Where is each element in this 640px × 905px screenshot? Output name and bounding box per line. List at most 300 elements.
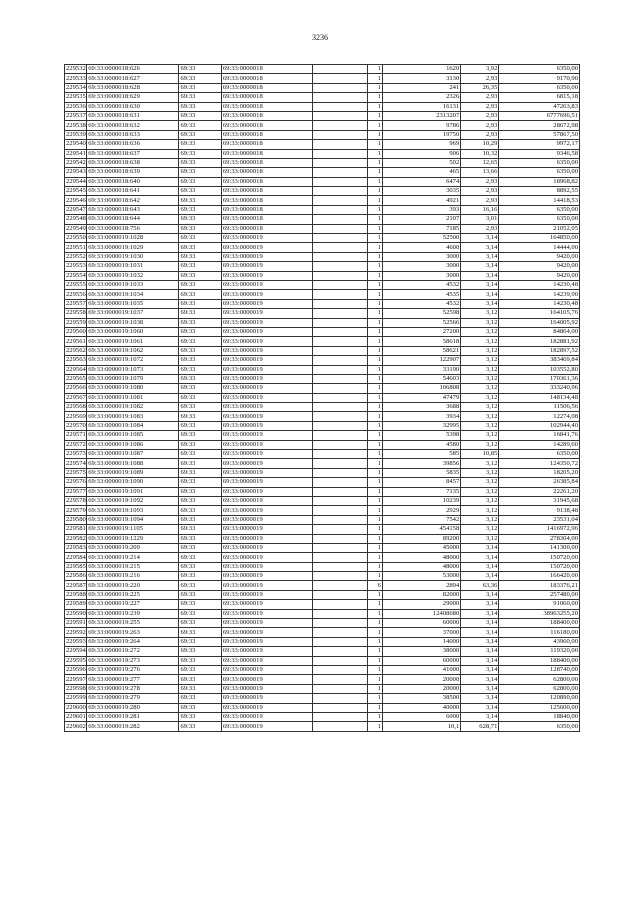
table-row bbox=[65, 496, 580, 505]
value-cell: 278304,00 bbox=[499, 534, 580, 543]
region-code-cell: 69:33 bbox=[179, 534, 221, 543]
cadastral-number-cell: 69:33:0000019:1080 bbox=[87, 384, 179, 393]
table-row bbox=[65, 271, 580, 280]
value-cell: 6815,18 bbox=[499, 93, 580, 102]
cadastral-number-cell: 69:33:0000019:1030 bbox=[87, 252, 179, 261]
blank-cell bbox=[312, 290, 367, 299]
cadastral-block-cell: 69:33:0000019 bbox=[221, 666, 312, 675]
row-number-cell: 229552 bbox=[66, 253, 86, 260]
region-code-cell: 69:33 bbox=[179, 600, 221, 609]
blank-cell bbox=[312, 506, 367, 515]
rate-cell: 3,14 bbox=[461, 252, 499, 261]
rate-cell: 3,14 bbox=[461, 600, 499, 609]
cadastral-block-cell: 69:33:0000019 bbox=[221, 450, 312, 459]
row-number-cell: 229533 bbox=[66, 74, 86, 82]
count-cell: 1 bbox=[368, 525, 383, 534]
row-number-cell: 229580 bbox=[66, 515, 86, 523]
value-cell: 119320,00 bbox=[499, 647, 580, 656]
count-cell: 1 bbox=[368, 384, 383, 393]
table-row bbox=[65, 149, 580, 158]
table-row bbox=[65, 309, 580, 318]
region-code-cell: 69:33 bbox=[179, 459, 221, 468]
row-number-cell: 229535 bbox=[66, 93, 86, 101]
area-cell: 3688 bbox=[382, 403, 460, 412]
region-code-cell: 69:33 bbox=[179, 450, 221, 459]
row-number-cell: 229592 bbox=[66, 628, 86, 636]
row-number-cell: 229572 bbox=[66, 440, 86, 448]
cadastral-number-cell: 69:33:0000019:1032 bbox=[87, 271, 179, 280]
cadastral-number-cell: 69:33:0000019:1090 bbox=[87, 478, 179, 487]
row-number-cell: 229546 bbox=[66, 196, 86, 204]
area-cell: 14000 bbox=[382, 637, 460, 646]
region-code-cell: 69:33 bbox=[179, 365, 221, 374]
row-number-cell: 229555 bbox=[66, 281, 86, 289]
value-cell: 11506,56 bbox=[499, 403, 580, 412]
value-cell: 18840,00 bbox=[499, 712, 580, 721]
cadastral-block-cell: 69:33:0000018 bbox=[221, 93, 312, 102]
cadastral-block-cell: 69:33:0000019 bbox=[221, 619, 312, 628]
cadastral-number-cell: 69:33:0000019:220 bbox=[87, 581, 179, 590]
row-number-cell: 229587 bbox=[66, 581, 86, 589]
row-number-cell: 229564 bbox=[66, 365, 86, 373]
cadastral-block-cell: 69:33:0000019 bbox=[221, 487, 312, 496]
row-number-cell: 229565 bbox=[66, 375, 86, 383]
rate-cell: 3,12 bbox=[461, 468, 499, 477]
count-cell: 1 bbox=[368, 487, 383, 496]
count-cell: 1 bbox=[368, 703, 383, 712]
table-row bbox=[65, 102, 580, 111]
value-cell: 14239,90 bbox=[499, 290, 580, 299]
rate-cell: 3,14 bbox=[461, 628, 499, 637]
cadastral-block-cell: 69:33:0000018 bbox=[221, 196, 312, 205]
blank-cell bbox=[312, 534, 367, 543]
blank-cell bbox=[312, 102, 367, 111]
region-code-cell: 69:33 bbox=[179, 130, 221, 139]
area-cell: 89200 bbox=[382, 534, 460, 543]
blank-cell bbox=[312, 412, 367, 421]
cadastral-number-cell: 69:33:0000019:1028 bbox=[87, 234, 179, 243]
cadastral-number-cell: 69:33:0000019:225 bbox=[87, 590, 179, 599]
value-cell: 1416972,96 bbox=[499, 525, 580, 534]
table-row bbox=[65, 590, 580, 599]
area-cell: 29000 bbox=[382, 600, 460, 609]
row-number-cell: 229545 bbox=[66, 187, 86, 195]
count-cell: 1 bbox=[368, 440, 383, 449]
rate-cell: 3,12 bbox=[461, 337, 499, 346]
value-cell: 182897,52 bbox=[499, 346, 580, 355]
rate-cell: 3,12 bbox=[461, 356, 499, 365]
page-number: 3236 bbox=[312, 33, 328, 42]
blank-cell bbox=[312, 243, 367, 252]
region-code-cell: 69:33 bbox=[179, 158, 221, 167]
rate-cell: 3,14 bbox=[461, 543, 499, 552]
table-row bbox=[65, 356, 580, 365]
blank-cell bbox=[312, 121, 367, 130]
count-cell: 1 bbox=[368, 393, 383, 402]
region-code-cell: 69:33 bbox=[179, 111, 221, 120]
blank-cell bbox=[312, 553, 367, 562]
rate-cell: 2,93 bbox=[461, 187, 499, 196]
count-cell: 1 bbox=[368, 318, 383, 327]
count-cell: 1 bbox=[368, 158, 383, 167]
area-cell: 10239 bbox=[382, 496, 460, 505]
blank-cell bbox=[312, 628, 367, 637]
area-cell: 2313207 bbox=[382, 111, 460, 120]
value-cell: 9420,00 bbox=[499, 271, 580, 280]
area-cell: 82000 bbox=[382, 590, 460, 599]
row-number-cell: 229536 bbox=[66, 102, 86, 110]
region-code-cell: 69:33 bbox=[179, 271, 221, 280]
count-cell: 1 bbox=[368, 102, 383, 111]
value-cell: 14230,48 bbox=[499, 280, 580, 289]
blank-cell bbox=[312, 515, 367, 524]
table-row bbox=[65, 384, 580, 393]
area-cell: 122907 bbox=[382, 356, 460, 365]
value-cell: 18968,82 bbox=[499, 177, 580, 186]
region-code-cell: 69:33 bbox=[179, 675, 221, 684]
blank-cell bbox=[312, 675, 367, 684]
cadastral-block-cell: 69:33:0000019 bbox=[221, 309, 312, 318]
rate-cell: 3,12 bbox=[461, 525, 499, 534]
count-cell: 1 bbox=[368, 403, 383, 412]
cadastral-block-cell: 69:33:0000019 bbox=[221, 506, 312, 515]
table-row bbox=[65, 374, 580, 383]
blank-cell bbox=[312, 656, 367, 665]
cadastral-block-cell: 69:33:0000019 bbox=[221, 684, 312, 693]
blank-cell bbox=[312, 130, 367, 139]
cadastral-block-cell: 69:33:0000018 bbox=[221, 187, 312, 196]
table-row bbox=[65, 637, 580, 646]
rate-cell: 2,93 bbox=[461, 102, 499, 111]
region-code-cell: 69:33 bbox=[179, 703, 221, 712]
row-number-cell: 229534 bbox=[66, 83, 86, 91]
area-cell: 20000 bbox=[382, 675, 460, 684]
count-cell: 1 bbox=[368, 290, 383, 299]
table-row bbox=[65, 440, 580, 449]
cadastral-block-cell: 69:33:0000019 bbox=[221, 534, 312, 543]
value-cell: 6350,00 bbox=[499, 83, 580, 92]
count-cell: 1 bbox=[368, 196, 383, 205]
region-code-cell: 69:33 bbox=[179, 619, 221, 628]
cadastral-number-cell: 69:33:0000019:227 bbox=[87, 600, 179, 609]
cadastral-number-cell: 69:33:0000019:1037 bbox=[87, 309, 179, 318]
blank-cell bbox=[312, 468, 367, 477]
cadastral-block-cell: 69:33:0000019 bbox=[221, 403, 312, 412]
count-cell: 1 bbox=[368, 205, 383, 214]
rate-cell: 3,14 bbox=[461, 590, 499, 599]
blank-cell bbox=[312, 346, 367, 355]
table-row bbox=[65, 346, 580, 355]
cadastral-registry-table bbox=[64, 64, 580, 732]
area-cell: 465 bbox=[382, 168, 460, 177]
count-cell: 1 bbox=[368, 168, 383, 177]
cadastral-number-cell: 69:33:0000019:278 bbox=[87, 684, 179, 693]
area-cell: 58621 bbox=[382, 346, 460, 355]
value-cell: 6350,00 bbox=[499, 722, 580, 731]
area-cell: 52598 bbox=[382, 309, 460, 318]
region-code-cell: 69:33 bbox=[179, 215, 221, 224]
blank-cell bbox=[312, 421, 367, 430]
region-code-cell: 69:33 bbox=[179, 712, 221, 721]
table-row bbox=[65, 628, 580, 637]
cadastral-block-cell: 69:33:0000019 bbox=[221, 440, 312, 449]
cadastral-number-cell: 69:33:0000018:626 bbox=[87, 65, 179, 74]
count-cell: 1 bbox=[368, 694, 383, 703]
row-number-cell: 229594 bbox=[66, 647, 86, 655]
region-code-cell: 69:33 bbox=[179, 327, 221, 336]
count-cell: 1 bbox=[368, 656, 383, 665]
region-code-cell: 69:33 bbox=[179, 506, 221, 515]
row-number-cell: 229543 bbox=[66, 168, 86, 176]
region-code-cell: 69:33 bbox=[179, 468, 221, 477]
value-cell: 103552,80 bbox=[499, 365, 580, 374]
table-row bbox=[65, 403, 580, 412]
cadastral-block-cell: 69:33:0000019 bbox=[221, 515, 312, 524]
blank-cell bbox=[312, 525, 367, 534]
rate-cell: 10,29 bbox=[461, 140, 499, 149]
count-cell: 1 bbox=[368, 309, 383, 318]
row-number-cell: 229593 bbox=[66, 638, 86, 646]
rate-cell: 3,14 bbox=[461, 609, 499, 618]
row-number-cell: 229590 bbox=[66, 609, 86, 617]
value-cell: 383469,84 bbox=[499, 356, 580, 365]
region-code-cell: 69:33 bbox=[179, 525, 221, 534]
count-cell: 1 bbox=[368, 543, 383, 552]
cadastral-number-cell: 69:33:0000018:642 bbox=[87, 196, 179, 205]
table-row bbox=[65, 93, 580, 102]
cadastral-number-cell: 69:33:0000019:280 bbox=[87, 703, 179, 712]
region-code-cell: 69:33 bbox=[179, 299, 221, 308]
region-code-cell: 69:33 bbox=[179, 168, 221, 177]
count-cell: 1 bbox=[368, 562, 383, 571]
blank-cell bbox=[312, 393, 367, 402]
row-number-cell: 229585 bbox=[66, 562, 86, 570]
count-cell: 1 bbox=[368, 93, 383, 102]
region-code-cell: 69:33 bbox=[179, 309, 221, 318]
region-code-cell: 69:33 bbox=[179, 694, 221, 703]
value-cell: 6350,00 bbox=[499, 450, 580, 459]
table-row bbox=[65, 412, 580, 421]
count-cell: 1 bbox=[368, 111, 383, 120]
count-cell: 1 bbox=[368, 327, 383, 336]
rate-cell: 628,71 bbox=[461, 722, 499, 731]
cadastral-number-cell: 69:33:0000019:1031 bbox=[87, 262, 179, 271]
area-cell: 2326 bbox=[382, 93, 460, 102]
cadastral-number-cell: 69:33:0000019:281 bbox=[87, 712, 179, 721]
region-code-cell: 69:33 bbox=[179, 684, 221, 693]
rate-cell: 2,93 bbox=[461, 130, 499, 139]
rate-cell: 3,12 bbox=[461, 403, 499, 412]
table-row bbox=[65, 722, 580, 731]
count-cell: 1 bbox=[368, 280, 383, 289]
cadastral-block-cell: 69:33:0000019 bbox=[221, 243, 312, 252]
blank-cell bbox=[312, 337, 367, 346]
row-number-cell: 229596 bbox=[66, 666, 86, 674]
table-row bbox=[65, 224, 580, 233]
rate-cell: 3,12 bbox=[461, 412, 499, 421]
blank-cell bbox=[312, 496, 367, 505]
row-number-cell: 229575 bbox=[66, 468, 86, 476]
cadastral-block-cell: 69:33:0000019 bbox=[221, 675, 312, 684]
row-number-cell: 229551 bbox=[66, 243, 86, 251]
area-cell: 6000 bbox=[382, 712, 460, 721]
count-cell: 1 bbox=[368, 675, 383, 684]
region-code-cell: 69:33 bbox=[179, 177, 221, 186]
value-cell: 9170,90 bbox=[499, 74, 580, 83]
region-code-cell: 69:33 bbox=[179, 74, 221, 83]
blank-cell bbox=[312, 196, 367, 205]
value-cell: 16841,76 bbox=[499, 431, 580, 440]
count-cell: 1 bbox=[368, 346, 383, 355]
count-cell: 1 bbox=[368, 121, 383, 130]
blank-cell bbox=[312, 637, 367, 646]
cadastral-block-cell: 69:33:0000019 bbox=[221, 412, 312, 421]
area-cell: 19750 bbox=[382, 130, 460, 139]
cadastral-block-cell: 69:33:0000019 bbox=[221, 572, 312, 581]
table-row bbox=[65, 525, 580, 534]
cadastral-block-cell: 69:33:0000018 bbox=[221, 140, 312, 149]
table-row bbox=[65, 252, 580, 261]
table-row bbox=[65, 299, 580, 308]
blank-cell bbox=[312, 215, 367, 224]
region-code-cell: 69:33 bbox=[179, 609, 221, 618]
value-cell: 14444,00 bbox=[499, 243, 580, 252]
value-cell: 116180,00 bbox=[499, 628, 580, 637]
rate-cell: 3,12 bbox=[461, 309, 499, 318]
region-code-cell: 69:33 bbox=[179, 562, 221, 571]
area-cell: 52500 bbox=[382, 234, 460, 243]
cadastral-number-cell: 69:33:0000018:636 bbox=[87, 140, 179, 149]
table-row bbox=[65, 177, 580, 186]
rate-cell: 2,93 bbox=[461, 196, 499, 205]
cadastral-number-cell: 69:33:0000019:1229 bbox=[87, 534, 179, 543]
value-cell: 183376,21 bbox=[499, 581, 580, 590]
area-cell: 37000 bbox=[382, 628, 460, 637]
count-cell: 1 bbox=[368, 553, 383, 562]
region-code-cell: 69:33 bbox=[179, 290, 221, 299]
row-number-cell: 229537 bbox=[66, 112, 86, 120]
region-code-cell: 69:33 bbox=[179, 149, 221, 158]
table-row bbox=[65, 600, 580, 609]
area-cell: 54603 bbox=[382, 374, 460, 383]
count-cell: 1 bbox=[368, 356, 383, 365]
row-number-cell: 229579 bbox=[66, 506, 86, 514]
table-row bbox=[65, 487, 580, 496]
row-number-cell: 229538 bbox=[66, 121, 86, 129]
value-cell: 57867,50 bbox=[499, 130, 580, 139]
cadastral-number-cell: 69:33:0000019:1062 bbox=[87, 346, 179, 355]
region-code-cell: 69:33 bbox=[179, 478, 221, 487]
value-cell: 102944,40 bbox=[499, 421, 580, 430]
region-code-cell: 69:33 bbox=[179, 83, 221, 92]
table-row bbox=[65, 327, 580, 336]
area-cell: 4532 bbox=[382, 299, 460, 308]
row-number-cell: 229602 bbox=[66, 722, 86, 730]
rate-cell: 3,12 bbox=[461, 515, 499, 524]
table-row bbox=[65, 262, 580, 271]
row-number-cell: 229542 bbox=[66, 159, 86, 167]
cadastral-number-cell: 69:33:0000019:1086 bbox=[87, 440, 179, 449]
row-number-cell: 229574 bbox=[66, 459, 86, 467]
count-cell: 1 bbox=[368, 74, 383, 83]
row-number-cell: 229581 bbox=[66, 525, 86, 533]
count-cell: 1 bbox=[368, 619, 383, 628]
cadastral-number-cell: 69:33:0000019:214 bbox=[87, 553, 179, 562]
blank-cell bbox=[312, 712, 367, 721]
row-number-cell: 229571 bbox=[66, 431, 86, 439]
area-cell: 2107 bbox=[382, 215, 460, 224]
blank-cell bbox=[312, 205, 367, 214]
blank-cell bbox=[312, 459, 367, 468]
value-cell: 9420,00 bbox=[499, 262, 580, 271]
cadastral-number-cell: 69:33:0000018:630 bbox=[87, 102, 179, 111]
value-cell: 6350,00 bbox=[499, 215, 580, 224]
rate-cell: 3,14 bbox=[461, 666, 499, 675]
cadastral-block-cell: 69:33:0000019 bbox=[221, 356, 312, 365]
cadastral-number-cell: 69:33:0000018:640 bbox=[87, 177, 179, 186]
table-row bbox=[65, 290, 580, 299]
table-row bbox=[65, 65, 580, 74]
count-cell: 1 bbox=[368, 365, 383, 374]
blank-cell bbox=[312, 374, 367, 383]
rate-cell: 2,93 bbox=[461, 111, 499, 120]
table-row bbox=[65, 393, 580, 402]
rate-cell: 3,12 bbox=[461, 496, 499, 505]
region-code-cell: 69:33 bbox=[179, 224, 221, 233]
blank-cell bbox=[312, 431, 367, 440]
cadastral-block-cell: 69:33:0000018 bbox=[221, 224, 312, 233]
cadastral-number-cell: 69:33:0000019:279 bbox=[87, 694, 179, 703]
area-cell: 3934 bbox=[382, 412, 460, 421]
cadastral-block-cell: 69:33:0000019 bbox=[221, 346, 312, 355]
count-cell: 1 bbox=[368, 459, 383, 468]
table-row bbox=[65, 459, 580, 468]
area-cell: 4580 bbox=[382, 440, 460, 449]
rate-cell: 2,93 bbox=[461, 177, 499, 186]
value-cell: 62800,00 bbox=[499, 675, 580, 684]
rate-cell: 16,16 bbox=[461, 205, 499, 214]
rate-cell: 3,12 bbox=[461, 431, 499, 440]
value-cell: 12274,08 bbox=[499, 412, 580, 421]
table-row bbox=[65, 234, 580, 243]
region-code-cell: 69:33 bbox=[179, 196, 221, 205]
value-cell: 18205,20 bbox=[499, 468, 580, 477]
area-cell: 4921 bbox=[382, 196, 460, 205]
row-number-cell: 229584 bbox=[66, 553, 86, 561]
cadastral-number-cell: 69:33:0000019:1092 bbox=[87, 496, 179, 505]
cadastral-number-cell: 69:33:0000018:639 bbox=[87, 168, 179, 177]
table-row bbox=[65, 562, 580, 571]
table-row bbox=[65, 431, 580, 440]
rate-cell: 3,12 bbox=[461, 478, 499, 487]
rate-cell: 3,12 bbox=[461, 365, 499, 374]
area-cell: 7185 bbox=[382, 224, 460, 233]
blank-cell bbox=[312, 562, 367, 571]
row-number-cell: 229549 bbox=[66, 224, 86, 232]
row-number-cell: 229548 bbox=[66, 215, 86, 223]
area-cell: 60000 bbox=[382, 619, 460, 628]
table-row bbox=[65, 712, 580, 721]
row-number-cell: 229554 bbox=[66, 271, 86, 279]
blank-cell bbox=[312, 74, 367, 83]
row-number-cell: 229547 bbox=[66, 206, 86, 214]
region-code-cell: 69:33 bbox=[179, 431, 221, 440]
count-cell: 1 bbox=[368, 609, 383, 618]
count-cell: 1 bbox=[368, 130, 383, 139]
value-cell: 333240,96 bbox=[499, 384, 580, 393]
cadastral-number-cell: 69:33:0000018:643 bbox=[87, 205, 179, 214]
rate-cell: 3,14 bbox=[461, 712, 499, 721]
